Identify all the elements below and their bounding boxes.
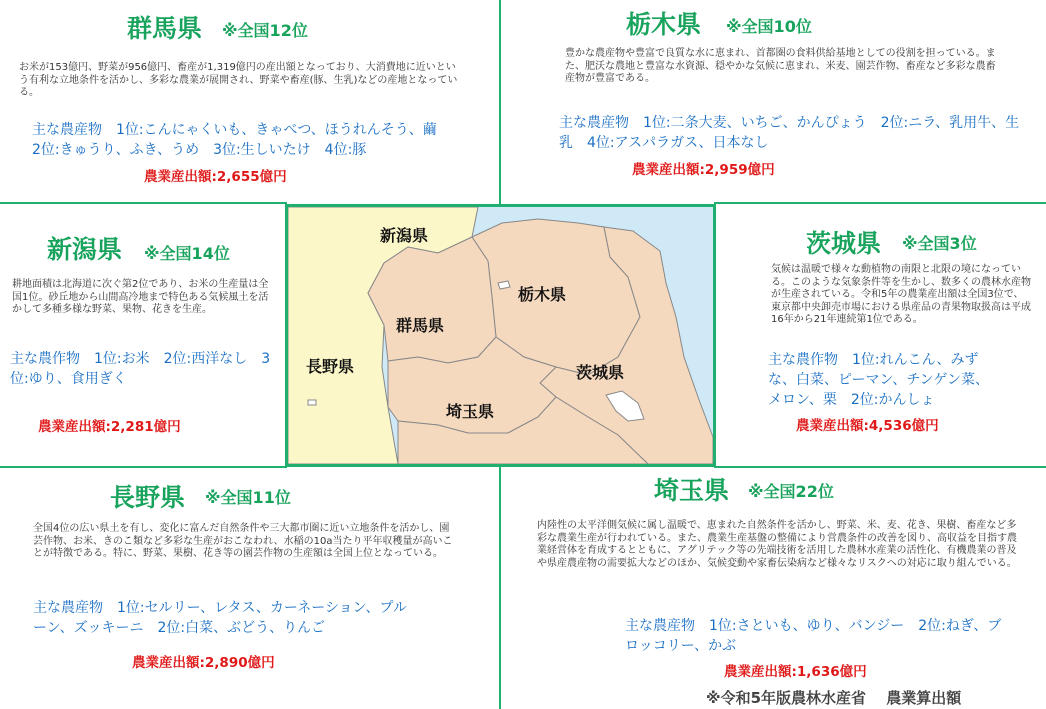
map-label-niigata: 新潟県 [380,226,429,245]
nagano-rank: ※全国11位 [205,488,291,507]
map-label-saitama: 埼玉県 [446,402,495,421]
ibaraki-crops: 主な農作物 1位:れんこん、みずな、白菜、ピーマン、チンゲン菜、メロン、栗 2位:かんしょ [768,352,990,408]
nagano-amount: 農業産出額:2,890億円 [132,655,275,671]
nagano-crops: 主な農産物 1位:セルリー、レタス、カーネーション、プルーン、ズッキーニ 2位:白菜、ぶどう、りんご [33,600,407,636]
map-label-ibaraki: 茨城県 [576,363,625,382]
saitama-amount: 農業産出額:1,636億円 [724,664,867,680]
tochigi-rank: ※全国10位 [726,17,812,36]
tochigi-description: 豊かな農産物や豊富で良質な水に恵まれ、首都圏の食料供給基地としての役割を担っている。また、肥沃な農地と豊富な水資源、穏やかな気候に恵まれ、米麦、園芸作物、畜産など多彩な農畜産物が豊富である。 [565,48,996,84]
gunma-crops: 主な農産物 1位:こんにゃくいも、きゃべつ、ほうれんそう、繭 2位:きゅうり、ふき、うめ 3位:生しいたけ 4位:豚 [32,122,451,158]
divider-horizontal-lower-left [0,466,287,468]
kanto-map [285,204,716,467]
map-label-nagano: 長野県 [306,357,355,376]
gunma-description: お米が153億円、野菜が956億円、畜産が1,319億円の産出額となっており、大消費地に近いという有利な立地条件を活かし、多彩な農業が展開され、野菜や畜産(豚、生乳)などの産地となっている。 [19,62,458,98]
source-note: ※令和5年版農林水産省 農業算出額 [706,689,962,707]
gunma-title: 群馬県 [127,14,203,43]
map-lake-small [498,281,510,289]
map-svg [288,207,713,464]
ibaraki-title: 茨城県 [806,229,882,258]
divider-vertical-top [499,0,501,204]
niigata-description: 耕地面積は北海道に次ぐ第2位であり、お米の生産量は全国1位。砂丘地から山間高冷地まで特色ある気候風土を活かして多種多様な野菜、果物、花きを生産。 [12,279,269,315]
divider-horizontal-lower-right [714,466,1046,468]
saitama-description: 内陸性の太平洋側気候に属し温暖で、恵まれた自然条件を活かし、野菜、米、麦、花き、果樹、畜産など多彩な農業生産が行われている。また、農業生産基盤の整備により営農条件の改善を図り、高収益を目指す農業経営体を育成するとともに、アグリテック等の先端技術を活用した農林水産業の活性化、有機農業の普及や県産農産物の需要拡大などのほか、気候変動や家畜伝染病など様々なリスクへの対応に取り組んでいる。 [537,520,1017,569]
saitama-rank: ※全国22位 [748,482,834,501]
ibaraki-amount: 農業産出額:4,536億円 [796,418,939,434]
niigata-title: 新潟県 [47,235,123,264]
nagano-description: 全国4位の広い県土を有し、変化に富んだ自然条件や三大都市圏に近い立地条件を活かし、園芸作物、お米、きのこ類など多彩な生産がおこなわれ、水稲の10a当たり平年収穫量が高いことが特徴である。特に、野菜、果樹、花き等の園芸作物の生産額は全国上位となっている。 [33,523,453,559]
niigata-amount: 農業産出額:2,281億円 [38,419,181,435]
tochigi-amount: 農業産出額:2,959億円 [632,162,775,178]
gunma-rank: ※全国12位 [222,21,308,40]
ibaraki-description: 気候は温暖で様々な動植物の南限と北限の境になっている。このような気象条件等を生かし、数多くの農林水産物が生産されている。令和5年の農業産出額は全国3位で、東京都中央卸売市場における県産品の青果物取扱高は平成16年から21年連続第1位である。 [771,264,1031,325]
divider-horizontal-upper-right [714,202,1046,204]
tochigi-title: 栃木県 [626,10,702,39]
map-marker [308,400,316,405]
gunma-amount: 農業産出額:2,655億円 [144,169,287,185]
nagano-title: 長野県 [110,483,186,512]
niigata-crops: 主な農作物 1位:お米 2位:西洋なし 3位:ゆり、食用ぎく [10,351,271,387]
ibaraki-rank: ※全国3位 [902,234,977,253]
map-label-gunma: 群馬県 [396,316,445,335]
divider-horizontal-upper-left [0,202,287,204]
map-label-tochigi: 栃木県 [518,285,567,304]
divider-vertical-bottom [499,467,501,709]
saitama-title: 埼玉県 [654,476,730,505]
niigata-rank: ※全国14位 [144,244,230,263]
tochigi-crops: 主な農産物 1位:二条大麦、いちご、かんぴょう 2位:ニラ、乳用牛、生乳 4位:アスパラガス、日本なし [559,115,1020,151]
saitama-crops: 主な農産物 1位:さといも、ゆり、バンジー 2位:ねぎ、ブロッコリー、かぶ [625,618,1002,654]
